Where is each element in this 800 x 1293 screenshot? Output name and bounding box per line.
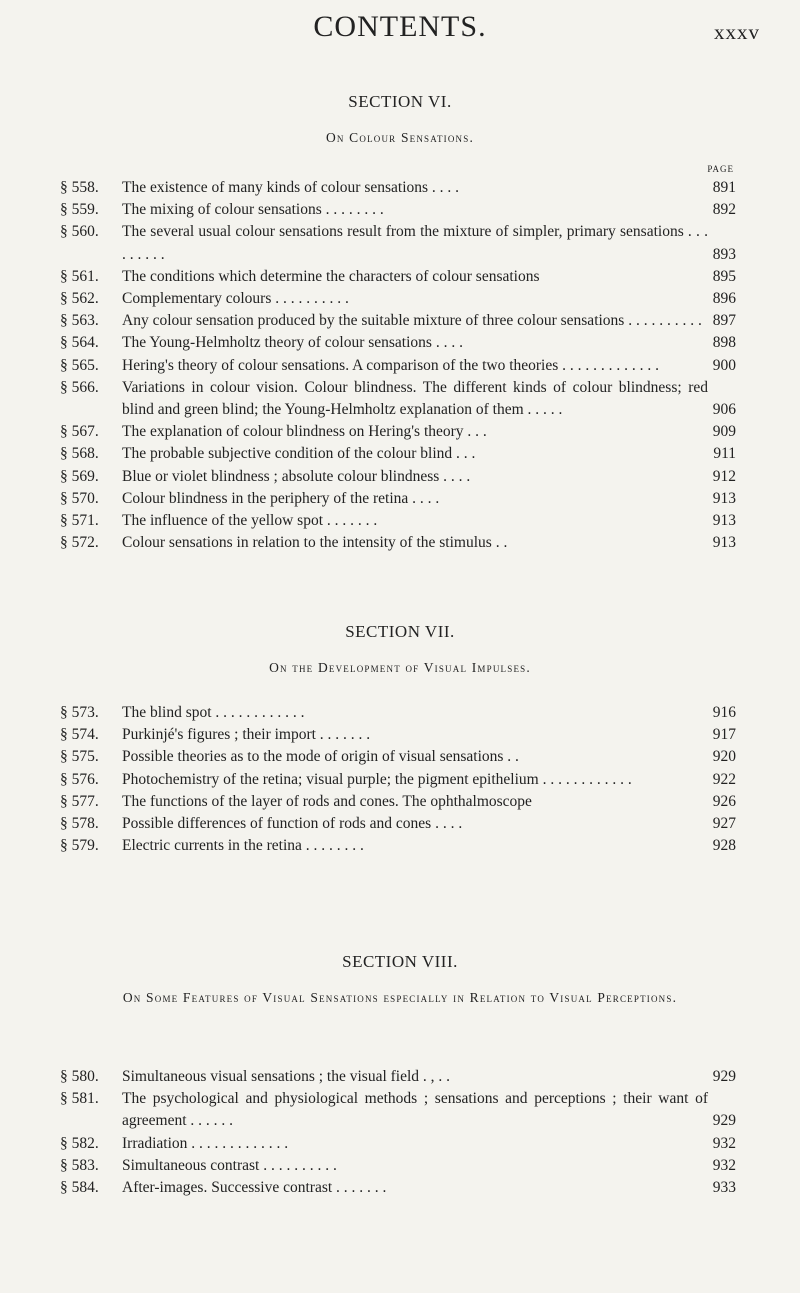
entry-number: § 579. [60,837,99,855]
entry-number: § 572. [60,534,99,552]
section-subtitle: On Colour Sensations. [325,130,475,145]
entry-page: 917 [712,726,736,744]
entry-page: 927 [712,815,736,833]
entry-title: The probable subjective condition of the colour blind . . . [122,445,476,463]
entry-page: 898 [712,334,736,352]
entry-title: The psychological and physiological methods ; sensations and perceptions ; their want of agreement . . . . . . [122,1090,708,1130]
entry-title: Complementary colours . . . . . . . . . . [122,290,349,308]
entry-number: § 571. [60,512,99,530]
entry-page: 928 [712,837,736,855]
section-vi-entries [0,177,800,554]
entry-page: 913 [712,512,736,530]
entry-page: 896 [712,290,736,308]
entry-title: Possible differences of function of rods and cones . . . . [122,815,463,833]
toc-entry [0,377,800,421]
entry-page: 926 [712,792,736,810]
toc-entry [0,1066,800,1088]
entry-number: § 559. [60,201,99,219]
entry-number: § 583. [60,1156,99,1174]
entry-page: 920 [712,748,736,766]
entry-page: 929 [712,1068,736,1085]
entry-page: 897 [712,312,736,330]
entry-number: § 558. [60,179,99,196]
entry-number: § 560. [60,223,99,241]
toc-entry [0,421,800,443]
entry-title: Any colour sensation produced by the suitable mixture of three colour sensations . . . . . . . . . . [122,312,702,330]
entry-title: Hering's theory of colour sensations. A comparison of the two theories . . . . . . . . . . . . . [122,356,660,374]
entry-page: 932 [712,1156,736,1174]
entry-page: 912 [712,467,736,485]
section-viii-entries [0,1066,800,1199]
entry-number: § 569. [60,467,99,485]
toc-entry [0,1133,800,1155]
entry-number: § 575. [60,748,99,766]
running-title: CONTENTS. [313,10,487,43]
toc-entry [0,221,800,265]
section-title: SECTION VII. [345,622,455,641]
toc-entry [0,510,800,532]
toc-entry [0,310,800,332]
entry-page: 913 [712,489,736,507]
entry-number: § 577. [60,792,99,810]
entry-title: The influence of the yellow spot . . . . . . . [122,512,378,530]
entry-page: 911 [713,445,736,463]
toc-entry [0,199,800,221]
entry-title: The existence of many kinds of colour sensations . . . . [122,179,460,196]
entry-number: § 562. [60,290,99,308]
entry-title: The blind spot . . . . . . . . . . . . [122,704,305,721]
toc-entry [0,532,800,554]
toc-entry [0,1155,800,1177]
toc-entry [0,488,800,510]
toc-entry [0,177,800,199]
entry-title: Colour sensations in relation to the intensity of the stimulus . . [122,534,508,552]
toc-entry [0,1177,800,1199]
entry-page: 892 [712,201,736,219]
entry-page: 929 [712,1112,736,1130]
toc-entry [0,466,800,488]
entry-title: Possible theories as to the mode of origin of visual sensations . . [122,748,519,766]
entry-title: The functions of the layer of rods and cones. The ophthalmoscope [122,792,532,810]
section-subtitle: On Some Features of Visual Sensations especially in Relation to Visual Perceptions. [122,990,678,1005]
entry-number: § 565. [60,356,99,374]
entry-title: Electric currents in the retina . . . . . . . . [122,837,364,855]
toc-entry [0,332,800,354]
toc-entry [0,266,800,288]
entry-number: § 568. [60,445,99,463]
entry-page: 895 [712,267,736,285]
entry-page: 909 [712,423,736,441]
page-column-label: PAGE [707,164,734,174]
entry-number: § 563. [60,312,99,330]
entry-title: Purkinjé's figures ; their import . . . . . . . [122,726,371,744]
entry-title: Variations in colour vision. Colour blindness. The different kinds of colour blindness; red blind and green blind; the Young-Helmholtz explanation of them . . . . . [122,378,708,419]
entry-title: The several usual colour sensations result from the mixture of simpler, primary sensations . . . . . . . . . [122,223,708,263]
entry-title: The conditions which determine the characters of colour sensations [122,267,540,285]
toc-entry [0,746,800,768]
entry-number: § 561. [60,267,99,285]
toc-entry [0,813,800,835]
entry-number: § 582. [60,1134,99,1152]
toc-entry [0,791,800,813]
toc-entry [0,1088,800,1132]
entry-number: § 566. [60,378,99,396]
entry-page: 932 [712,1134,736,1152]
section-vii-entries [0,702,800,857]
entry-number: § 576. [60,770,99,788]
entry-title: The mixing of colour sensations . . . . . . . . [122,201,384,219]
entry-number: § 574. [60,726,99,744]
entry-number: § 570. [60,489,99,507]
entry-title: Colour blindness in the periphery of the retina . . . . [122,489,440,507]
entry-page: 900 [712,356,736,374]
entry-page: 933 [712,1179,736,1197]
page-number: xxxv [714,20,760,44]
section-vi-heading [0,92,800,147]
entry-title: After-images. Successive contrast . . . . . . . [122,1179,387,1197]
entry-number: § 573. [60,704,99,721]
entry-page: 913 [712,534,736,552]
section-viii-heading [0,952,800,1007]
section-vii-heading [0,622,800,677]
section-title: SECTION VI. [348,92,452,111]
entry-page: 922 [712,770,736,788]
entry-number: § 580. [60,1068,99,1085]
toc-entry [0,288,800,310]
entry-page: 891 [712,179,736,196]
entry-page: 893 [712,245,736,263]
entry-page: 916 [712,704,736,721]
section-subtitle: On the Development of Visual Impulses. [269,660,531,675]
toc-entry [0,724,800,746]
entry-title: The explanation of colour blindness on Hering's theory . . . [122,423,487,441]
entry-title: The Young-Helmholtz theory of colour sensations . . . . [122,334,463,352]
toc-entry [0,769,800,791]
entry-number: § 567. [60,423,99,441]
entry-title: Blue or violet blindness ; absolute colour blindness . . . . [122,467,471,485]
entry-title: Photochemistry of the retina; visual purple; the pigment epithelium . . . . . . . . . . . . [122,770,632,788]
toc-entry [0,835,800,857]
toc-entry [0,702,800,724]
entry-title: Irradiation . . . . . . . . . . . . . [122,1134,289,1152]
toc-entry [0,443,800,465]
entry-number: § 578. [60,815,99,833]
entry-title: Simultaneous visual sensations ; the visual field . , . . [122,1068,451,1085]
toc-entry [0,355,800,377]
entry-number: § 584. [60,1179,99,1197]
section-title: SECTION VIII. [342,952,458,971]
entry-title: Simultaneous contrast . . . . . . . . . . [122,1156,337,1174]
entry-page: 906 [712,401,736,419]
page-header [0,10,800,50]
entry-number: § 581. [60,1090,99,1108]
entry-number: § 564. [60,334,99,352]
